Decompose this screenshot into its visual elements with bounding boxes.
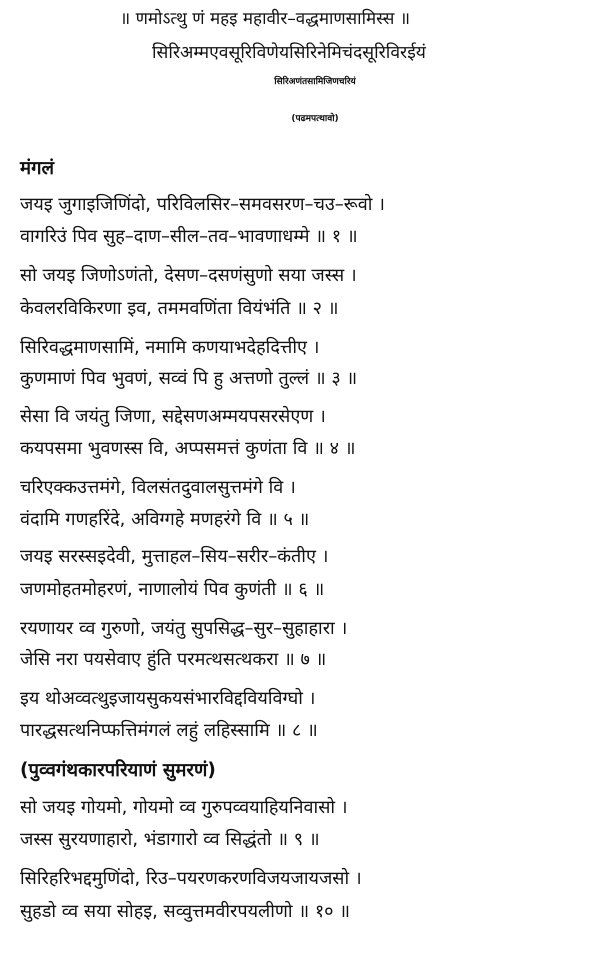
verse-line: चरिएक्कउत्तमंगे, विलसंतदुवालसुत्तमंगे वि ।	[20, 477, 296, 498]
verse-line: सो जयइ जिणोऽणंतो, देसण–दसणंसुणो सया जस्स ।	[20, 265, 357, 286]
verse-line: जस्स सुरयणाहारो, भंडागारो व्व सिद्धंतो ॥ ९ ॥	[20, 829, 320, 850]
section-heading: (पुव्वगंथकारपरियाणं सुमरणं)	[20, 760, 216, 781]
verse-line: सुहडो व्व सया सोहइ, सव्वुत्तमवीरपयलीणो ॥ १० ॥	[20, 901, 351, 922]
verse-line: वंदामि गणहरिंदे, अविग्गहे मणहरंगे वि ॥ ५ ॥	[20, 509, 310, 530]
verse-line: जयइ सरस्सइदेवी, मुत्ताहल–सिय–सरीर–कंतीए ।	[20, 546, 329, 567]
section-heading: मंगलं	[20, 158, 55, 179]
verse-line: सिरिवद्धमाणसामिं, नमामि कणयाभदेहदित्तीए ।	[20, 337, 320, 358]
verse-line: सिरिहरिभद्दमुणिंदो, रिउ–पयरणकरणविजयजायजसो ।	[20, 868, 362, 889]
verse-line: जयइ जुगाइजिणिंदो, परिविलसिर–समवसरण–चउ–रूवो ।	[20, 194, 385, 215]
verse-line: रयणायर व्व गुरुणो, जयंतु सुपसिद्ध–सुर–सुहाहारा ।	[20, 618, 348, 639]
verse-line: जणमोहतमोहरणं, नाणालोयं पिव कुणंती ॥ ६ ॥	[20, 579, 325, 600]
verse-line: कयपसमा भुवणस्स वि, अप्पसमत्तं कुणंता वि ॥ ४ ॥	[20, 438, 356, 459]
invocation-line: ॥ णमोऽत्थु णं महइ महावीर–वद्धमाणसामिस्स ॥	[120, 9, 411, 29]
verse-line: सो जयइ गोयमो, गोयमो व्व गुरुपव्वयाहियनिवासो ।	[20, 797, 348, 818]
verse-line: पारद्धसत्थनिप्फत्तिमंगलं लहुं लहिस्सामि ॥ ८ ॥	[20, 720, 318, 741]
verse-line: वागरिउं पिव सुह–दाण–सील–तव–भावणाधम्मे ॥ १ ॥	[20, 226, 358, 247]
verse-line: जेसि नरा पयसेवाए हुंति परमत्थसत्थकरा ॥ ७ ॥	[20, 649, 327, 670]
verse-line: इय थोअव्वत्थुइजायसुकयसंभारविद्दवियविग्घो ।	[20, 688, 316, 709]
page-subtitle: (पढमपत्थावो)	[291, 114, 339, 124]
verse-line: कुणमाणं पिव भुवणं, सव्वं पि हु अत्तणो तुल्लं ॥ ३ ॥	[20, 368, 358, 389]
page-title: सिरिअणंतसामिजिणचरियं	[274, 77, 356, 87]
verse-line: सेसा वि जयंतु जिणा, सद्देसणअम्मयपसरसेएण ।	[20, 406, 326, 427]
author-line: सिरिअम्मएवसूरिविणेयसिरिनेमिचंदसूरिविरईयं	[152, 43, 426, 63]
verse-line: केवलरविकिरणा इव, तममवणिंता वियंभंति ॥ २ ॥	[20, 298, 339, 319]
